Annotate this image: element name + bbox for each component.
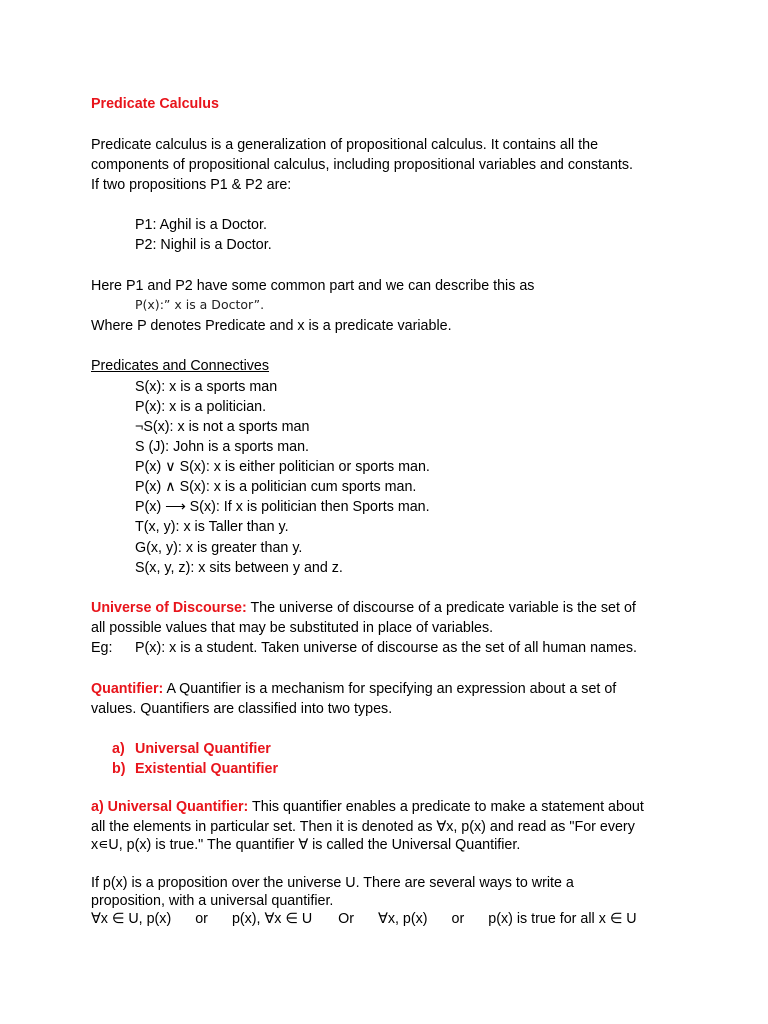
connective-item: S(x, y, z): x sits between y and z.	[135, 560, 343, 576]
proposition-p1: P1: Aghil is a Doctor.	[135, 217, 267, 233]
example-text: P(x): x is a student. Taken universe of discourse as the set of all human names.	[135, 640, 637, 656]
list-marker: b)	[112, 761, 126, 777]
page-title: Predicate Calculus	[91, 96, 219, 112]
connective-item: T(x, y): x is Taller than y.	[135, 519, 289, 535]
notation-or: or	[195, 911, 208, 927]
notation-form: ∀x, p(x)	[378, 911, 428, 927]
connective-item: S(x): x is a sports man	[135, 379, 278, 395]
proposition-p2: P2: Nighil is a Doctor.	[135, 237, 272, 253]
ways-line: If p(x) is a proposition over the universe U. There are several ways to write a	[91, 875, 574, 891]
universal-text: This quantifier enables a predicate to make a statement about	[248, 799, 644, 815]
list-marker: a)	[112, 741, 125, 757]
notation-or: Or	[338, 911, 355, 927]
connective-item: S (J): John is a sports man.	[135, 439, 310, 455]
example-line	[91, 641, 637, 655]
quantifier-text: A Quantifier is a mechanism for specifying an expression about a set of	[163, 681, 617, 697]
connective-item: G(x, y): x is greater than y.	[135, 540, 303, 556]
universe-label: Universe of Discourse:	[91, 600, 247, 616]
list-item	[112, 742, 271, 756]
connective-item: P(x): x is a politician.	[135, 399, 267, 415]
universal-line-3: x∊U, p(x) is true." The quantifier ∀ is called the Universal Quantifier.	[91, 837, 521, 853]
quantifier-label: Quantifier:	[91, 681, 164, 697]
notation-line	[91, 912, 637, 926]
intro-line: Predicate calculus is a generalization of propositional calculus. It contains all the	[91, 137, 599, 153]
notation-form: ∀x ∈ U, p(x)	[91, 911, 172, 927]
universe-line	[91, 601, 636, 615]
example-label: Eg:	[91, 640, 113, 656]
connective-item: ¬S(x): x is not a sports man	[135, 419, 310, 435]
notation-form: p(x), ∀x ∈ U	[231, 911, 313, 927]
ways-line: proposition, with a universal quantifier.	[91, 893, 334, 909]
common-part-text: Here P1 and P2 have some common part and we can describe this as	[91, 278, 535, 294]
intro-line: components of propositional calculus, including propositional variables and constants.	[91, 157, 634, 173]
list-label: Existential Quantifier	[135, 761, 279, 777]
px-definition: P(x):” x is a Doctor”.	[135, 297, 265, 312]
quantifier-line	[91, 682, 616, 696]
connective-item: P(x) ⟶ S(x): If x is politician then Sports man.	[135, 499, 430, 515]
quantifier-line-2: values. Quantifiers are classified into two types.	[91, 701, 393, 717]
notation-form: p(x) is true for all x ∈ U	[488, 911, 637, 927]
universal-line	[91, 800, 644, 814]
intro-line: If two propositions P1 & P2 are:	[91, 177, 292, 193]
connective-item: P(x) ∧ S(x): x is a politician cum sports man.	[135, 479, 417, 495]
universal-label: a) Universal Quantifier:	[91, 799, 249, 815]
universe-line-2: all possible values that may be substituted in place of variables.	[91, 620, 494, 636]
connective-item: P(x) ∨ S(x): x is either politician or sports man.	[135, 459, 430, 475]
notation-or: or	[451, 911, 465, 927]
universe-text: The universe of discourse of a predicate variable is the set of	[246, 600, 636, 616]
connectives-heading: Predicates and Connectives	[91, 358, 270, 374]
universal-line-2: all the elements in particular set. Then it is denoted as ∀x, p(x) and read as "For every	[91, 819, 635, 835]
where-text: Where P denotes Predicate and x is a predicate variable.	[91, 318, 452, 334]
list-label: Universal Quantifier	[135, 741, 271, 757]
list-item	[112, 762, 278, 776]
